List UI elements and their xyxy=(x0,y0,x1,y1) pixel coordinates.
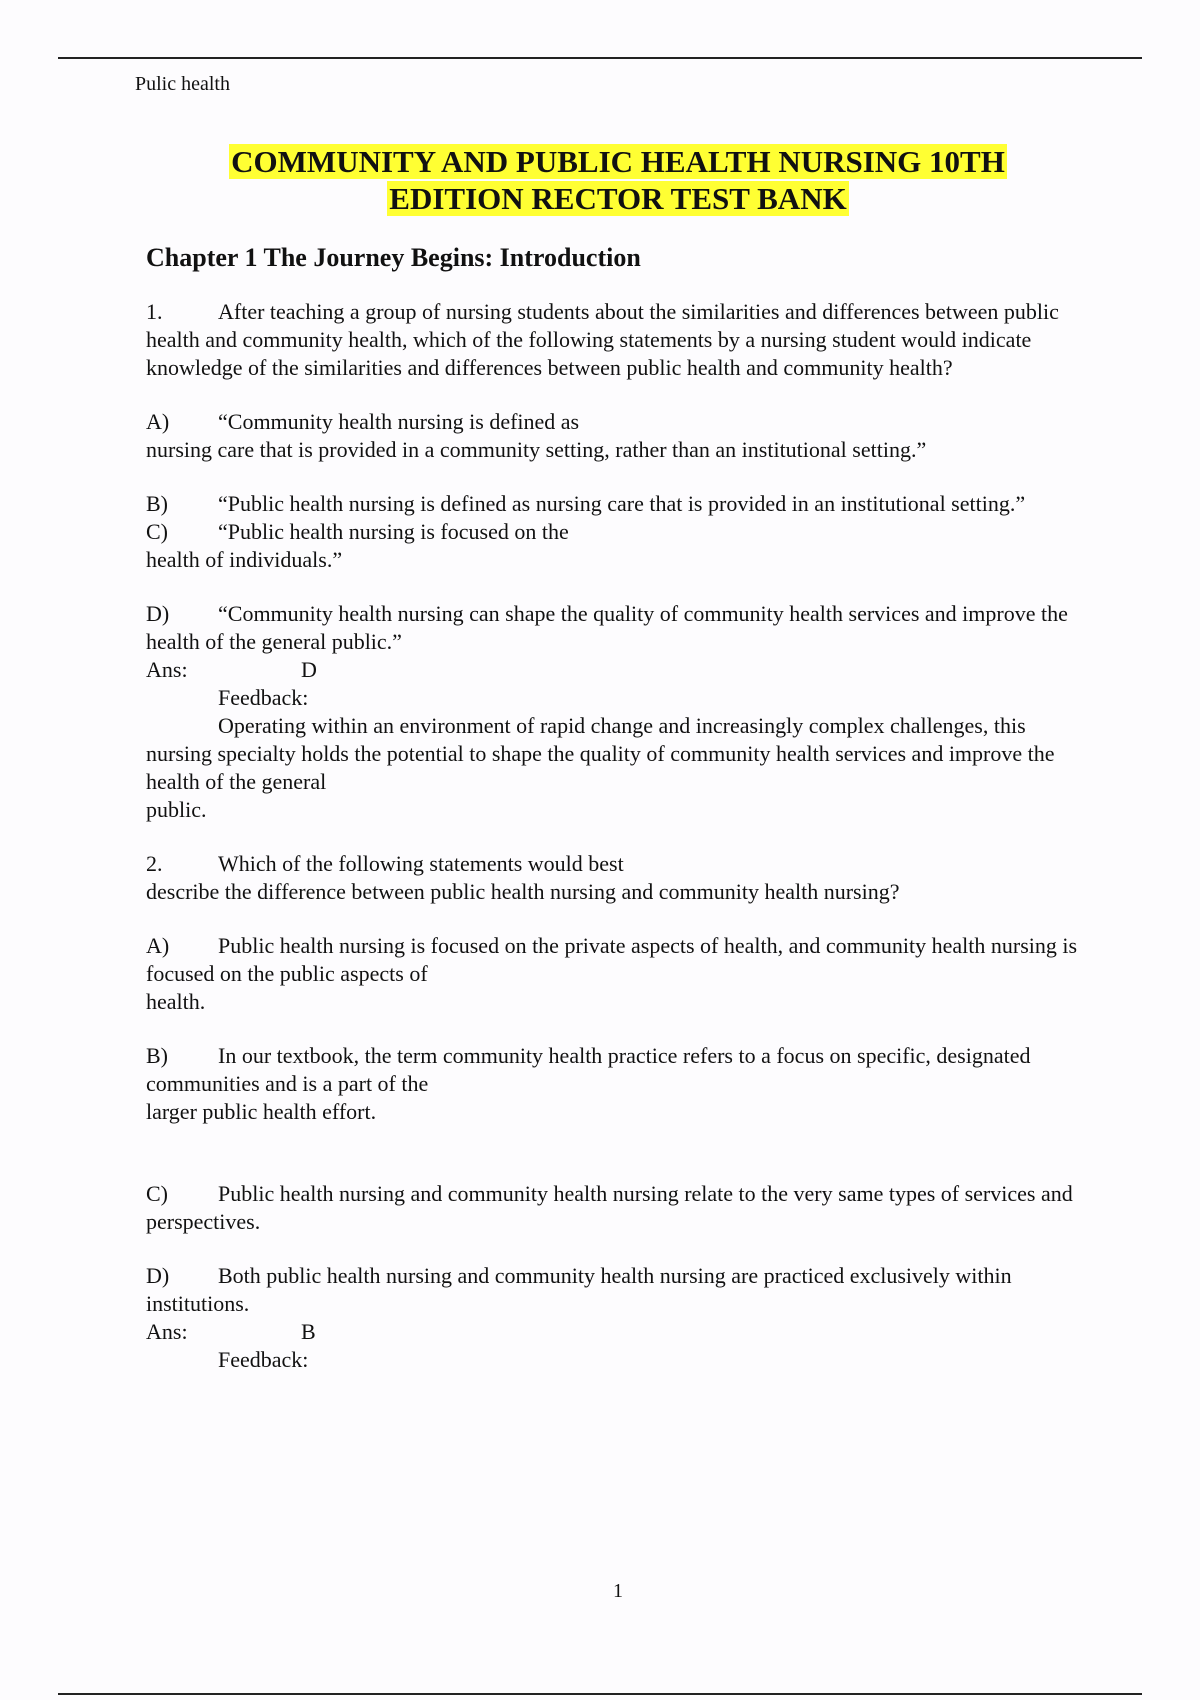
q1-option-c xyxy=(146,518,1086,574)
running-header: Pulic health xyxy=(135,73,230,95)
q2-feedback-label: Feedback: xyxy=(218,1347,309,1372)
q2-option-a xyxy=(146,932,1086,1016)
title-line-2: EDITION RECTOR TEST BANK xyxy=(389,181,847,216)
option-label: B) xyxy=(146,491,168,516)
option-label: A) xyxy=(146,933,170,958)
option-label: A) xyxy=(146,409,170,434)
option-text: Both public health nursing and community health nursing are practiced exclusively within institutions. xyxy=(146,1263,1012,1316)
title-line-1: COMMUNITY AND PUBLIC HEALTH NURSING 10TH xyxy=(231,144,1005,179)
option-label: D) xyxy=(146,1263,170,1288)
question-number: 2. xyxy=(146,851,163,876)
q2-answer xyxy=(146,1318,1086,1346)
q1-option-a xyxy=(146,408,1086,464)
answer-label: Ans: xyxy=(146,1319,188,1344)
page-number: 1 xyxy=(613,1580,623,1602)
question-1-stem xyxy=(146,298,1086,382)
header-rule xyxy=(58,57,1142,59)
option-label: B) xyxy=(146,1043,168,1068)
question-text-cont: describe the difference between public health nursing and community health nursing? xyxy=(146,879,900,904)
document-body xyxy=(146,244,1086,1374)
option-text-cont: larger public health effort. xyxy=(146,1099,377,1124)
option-text-cont: health of individuals.” xyxy=(146,547,343,572)
feedback-text: Operating within an environment of rapid change and increasingly complex challenges, this nursing specialty holds the potential to shape the quality of community health services and improve the health of the general xyxy=(146,713,1055,794)
option-label: C) xyxy=(146,1181,168,1206)
q2-option-b xyxy=(146,1042,1086,1126)
feedback-text-cont: public. xyxy=(146,797,207,822)
answer-value: B xyxy=(301,1319,316,1344)
option-text: “Community health nursing can shape the quality of community health services and improve the health of the general public.” xyxy=(146,601,1068,654)
option-label: C) xyxy=(146,519,168,544)
chapter-heading: Chapter 1 The Journey Begins: Introduction xyxy=(146,243,641,272)
option-text: In our textbook, the term community health practice refers to a focus on specific, designated communities and is a part of the xyxy=(146,1043,1031,1096)
q1-feedback-text xyxy=(146,712,1086,824)
q2-option-d xyxy=(146,1262,1086,1318)
answer-value: D xyxy=(301,657,317,682)
footer-rule xyxy=(58,1693,1142,1695)
question-2-stem xyxy=(146,850,1086,906)
option-text: “Community health nursing is defined as xyxy=(218,409,580,434)
option-text-cont: nursing care that is provided in a community setting, rather than an institutional setting.” xyxy=(146,437,927,462)
option-text: Public health nursing is focused on the private aspects of health, and community health nursing is focused on the public aspects of xyxy=(146,933,1078,986)
question-text: Which of the following statements would best xyxy=(218,851,624,876)
option-text: “Public health nursing is defined as nursing care that is provided in an institutional setting.” xyxy=(218,491,1026,516)
q1-feedback-label: Feedback: xyxy=(218,685,309,710)
q2-option-c xyxy=(146,1180,1086,1236)
option-text: “Public health nursing is focused on the xyxy=(218,519,569,544)
document-title xyxy=(0,143,1200,217)
q1-option-b xyxy=(146,490,1086,518)
q1-option-d xyxy=(146,600,1086,656)
option-label: D) xyxy=(146,601,170,626)
option-text: Public health nursing and community health nursing relate to the very same types of services and perspectives. xyxy=(146,1181,1073,1234)
question-text: After teaching a group of nursing students about the similarities and differences between public health and community health, which of the following statements by a nursing student would indicate knowledge of the similarities and differences between public health and community health? xyxy=(146,299,1059,380)
q1-answer xyxy=(146,656,1086,684)
question-number: 1. xyxy=(146,299,163,324)
answer-label: Ans: xyxy=(146,657,188,682)
option-text-cont: health. xyxy=(146,989,206,1014)
